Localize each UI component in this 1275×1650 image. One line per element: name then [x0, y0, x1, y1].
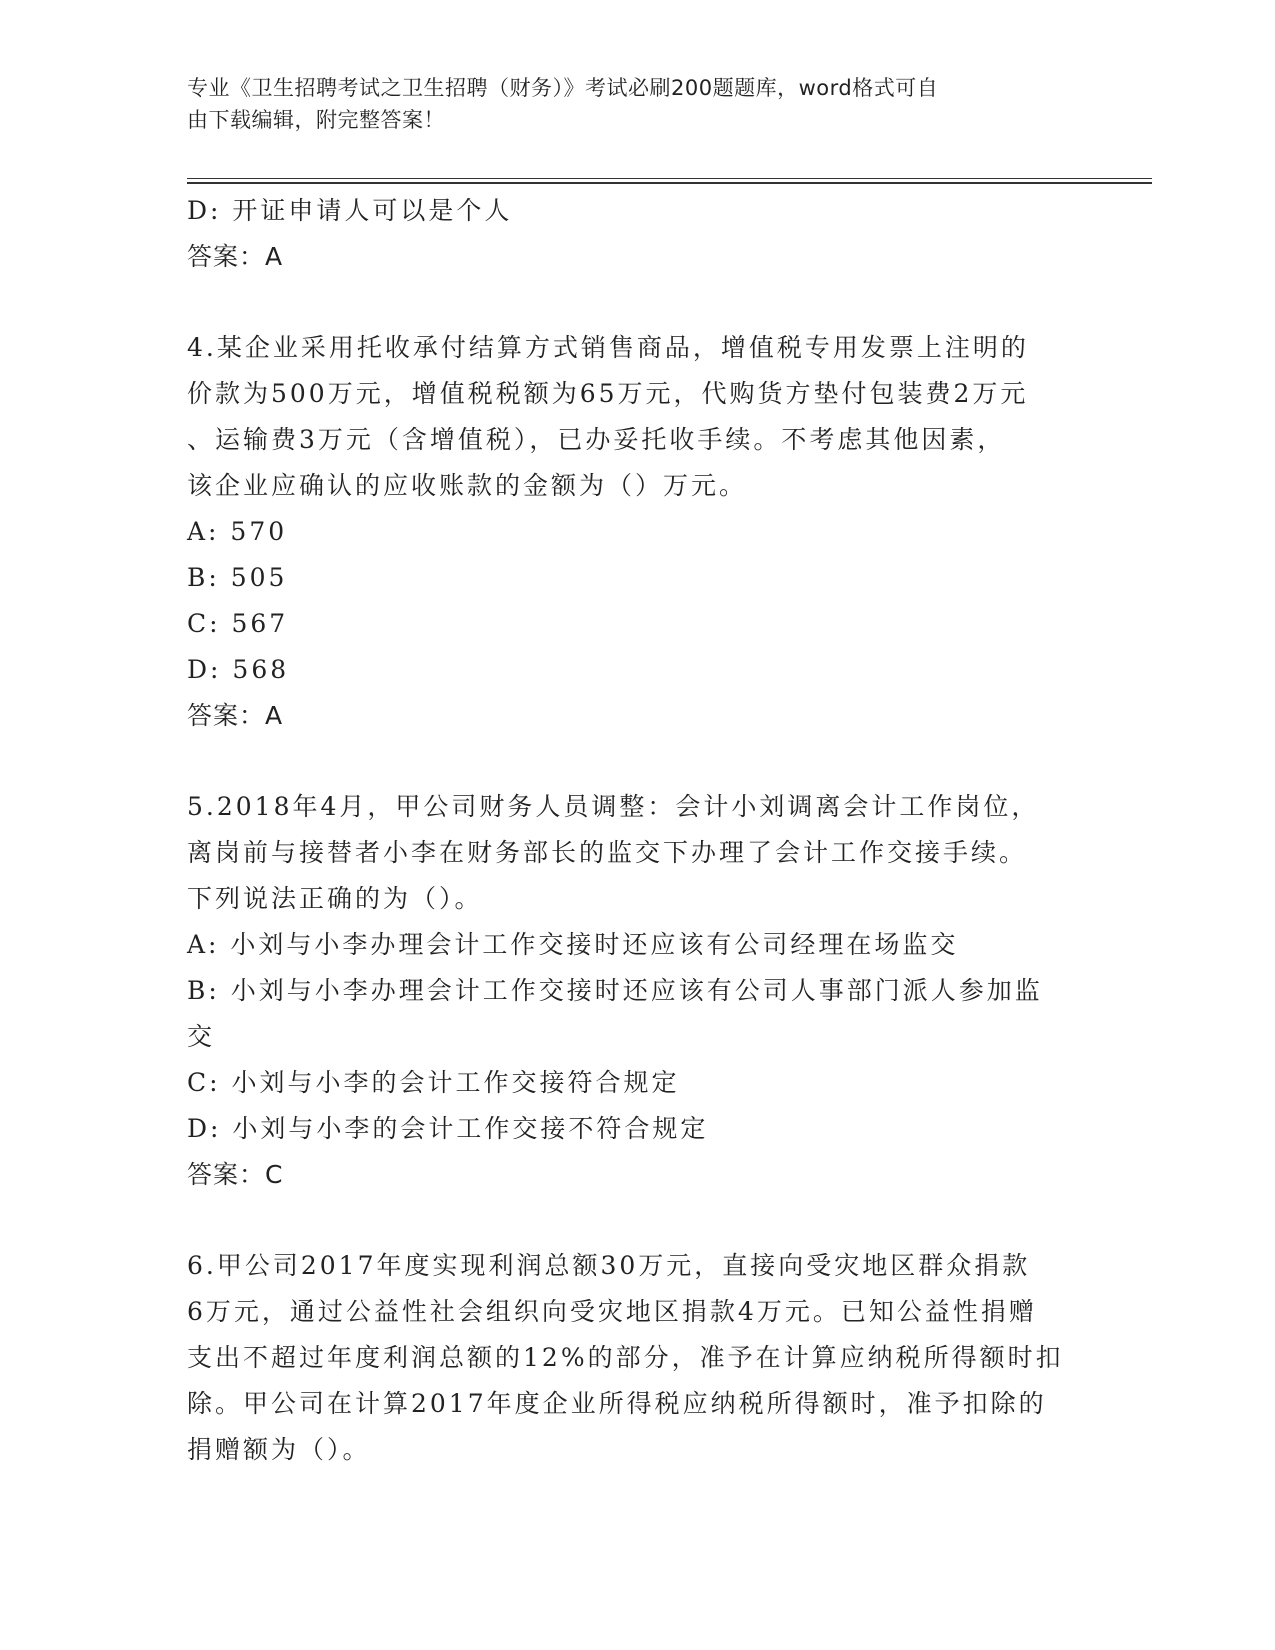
option-d: D: 开证申请人可以是个人 — [187, 196, 513, 225]
option-b: B: 小刘与小李办理会计工作交接时还应该有公司人事部门派人参加监 — [187, 976, 1043, 1005]
answer-line: 答案：A — [187, 242, 284, 271]
question-stem-line: 下列说法正确的为（）。 — [187, 884, 483, 913]
header-divider-top — [187, 178, 1152, 179]
question-stem-line: 价款为500万元，增值税税额为65万元，代购货方垫付包装费2万元 — [187, 379, 1029, 408]
question-stem-line: 离岗前与接替者小李在财务部长的监交下办理了会计工作交接手续。 — [187, 838, 1028, 867]
document-body — [187, 188, 1087, 1473]
document-header — [187, 72, 1067, 136]
question-5 — [187, 784, 1087, 1198]
header-line-1: 专业《卫生招聘考试之卫生招聘（财务）》考试必刷200题题库，word格式可自 — [187, 76, 939, 100]
answer-line: 答案：C — [187, 1160, 284, 1189]
option-a: A: 570 — [187, 517, 288, 546]
question-stem-line: 6万元，通过公益性社会组织向受灾地区捐款4万元。已知公益性捐赠 — [187, 1297, 1037, 1326]
option-d: D: 568 — [187, 655, 290, 684]
question-6 — [187, 1243, 1087, 1473]
question-stem-line: 支出不超过年度利润总额的12%的部分，准予在计算应纳税所得额时扣 — [187, 1343, 1064, 1372]
question-stem-line: 捐赠额为（）。 — [187, 1435, 371, 1464]
option-c: C: 567 — [187, 609, 289, 638]
previous-question-tail — [187, 188, 1087, 280]
question-4 — [187, 325, 1087, 739]
question-stem-line: 4.某企业采用托收承付结算方式销售商品，增值税专用发票上注明的 — [187, 333, 1029, 362]
question-stem-line: 、运输费3万元（含增值税），已办妥托收手续。不考虑其他因素， — [187, 425, 1006, 454]
header-line-2: 由下载编辑，附完整答案！ — [187, 108, 445, 132]
option-c: C: 小刘与小李的会计工作交接符合规定 — [187, 1068, 680, 1097]
question-stem-line: 5.2018年4月，甲公司财务人员调整：会计小刘调离会计工作岗位， — [187, 792, 1040, 821]
question-stem-line: 该企业应确认的应收账款的金额为（）万元。 — [187, 471, 748, 500]
option-b-continued: 交 — [187, 1022, 216, 1051]
header-divider-bottom — [187, 182, 1152, 184]
answer-line: 答案：A — [187, 701, 284, 730]
question-stem-line: 6.甲公司2017年度实现利润总额30万元，直接向受灾地区群众捐款 — [187, 1251, 1031, 1280]
option-a: A: 小刘与小李办理会计工作交接时还应该有公司经理在场监交 — [187, 930, 959, 959]
option-b: B: 505 — [187, 563, 288, 592]
question-stem-line: 除。甲公司在计算2017年度企业所得税应纳税所得额时，准予扣除的 — [187, 1389, 1047, 1418]
option-d: D: 小刘与小李的会计工作交接不符合规定 — [187, 1114, 709, 1143]
